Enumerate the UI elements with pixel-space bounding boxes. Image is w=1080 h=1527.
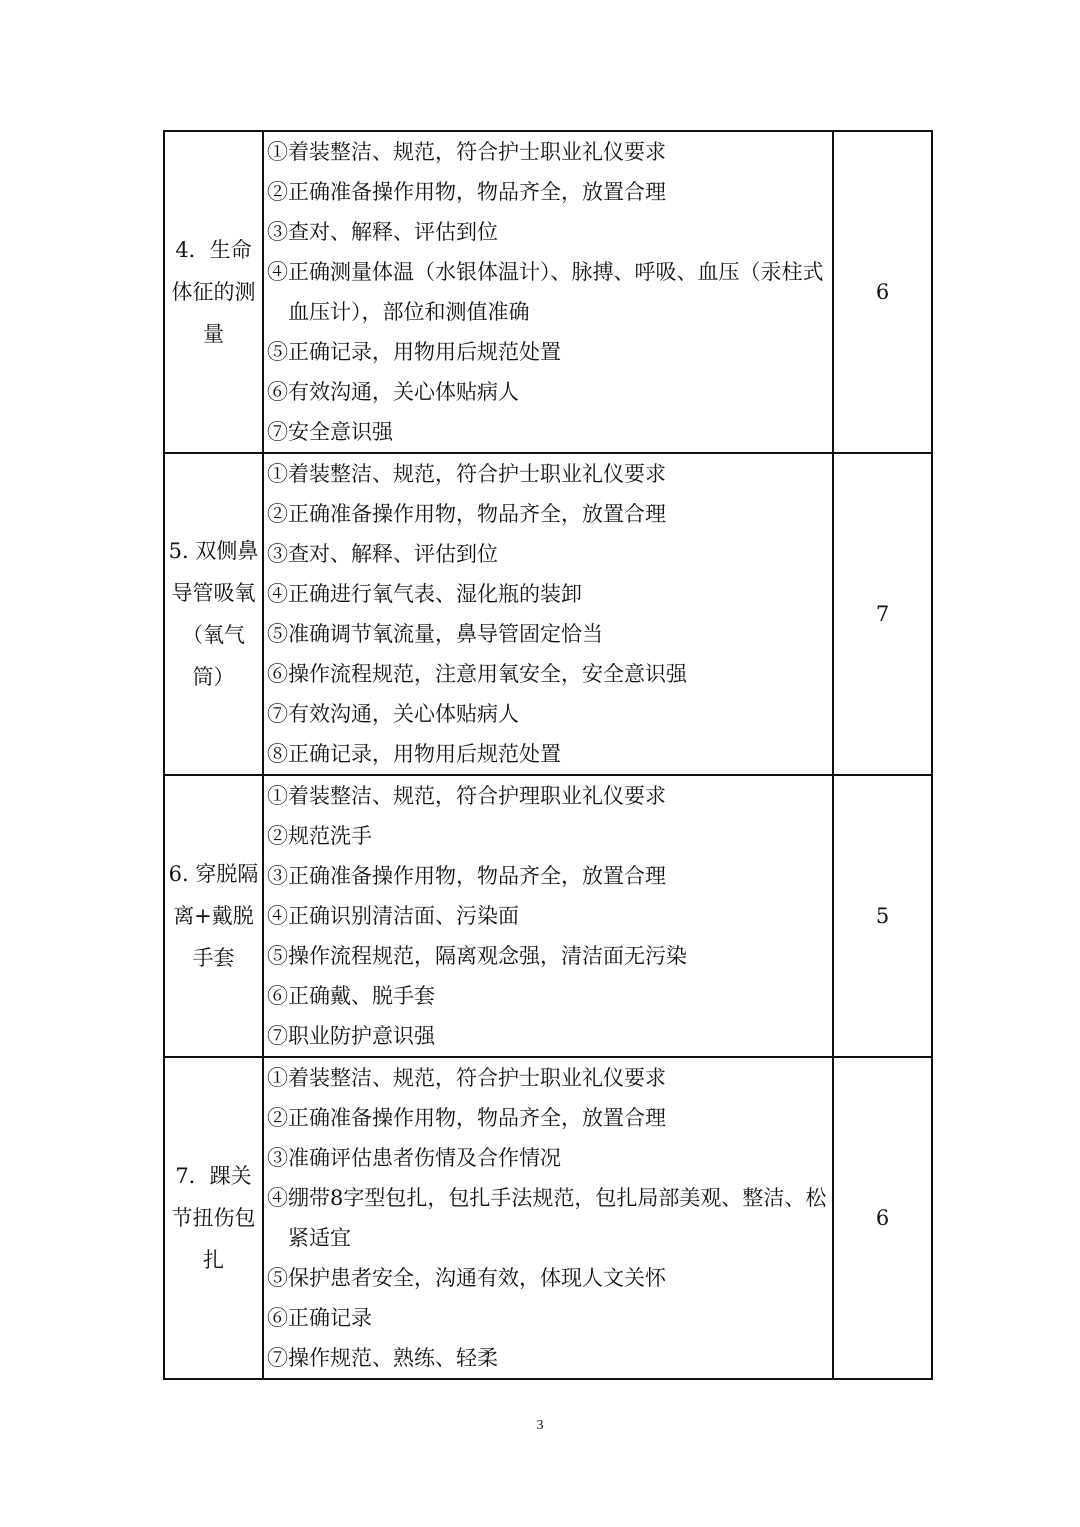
table-row [164,775,932,1057]
item-name: 6. 穿脱隔离+戴脱手套 [168,862,259,970]
requirements-cell [263,453,833,775]
requirement-item: ②正确准备操作用物，物品齐全，放置合理 [267,1106,666,1130]
requirement-item: ③准确评估患者伤情及合作情况 [267,1146,561,1170]
requirements-list [264,132,832,452]
item-name: 5. 双侧鼻导管吸氧（氧气筒） [168,539,259,689]
item-cell [164,1057,263,1379]
item-name: 4．生命体征的测量 [171,238,256,346]
requirement-item: ③查对、解释、评估到位 [267,542,498,566]
requirement-item: ⑥操作流程规范，注意用氧安全，安全意识强 [267,662,687,686]
table-row [164,453,932,775]
requirement-item: ④正确进行氧气表、湿化瓶的装卸 [267,582,582,606]
requirement-item: ⑥有效沟通，关心体贴病人 [267,380,519,404]
requirement-item: ③正确准备操作用物，物品齐全，放置合理 [267,864,666,888]
score-cell: 6 [833,1057,932,1379]
requirement-item: ①着装整洁、规范，符合护士职业礼仪要求 [267,462,666,486]
requirement-item: ④绷带8字型包扎，包扎手法规范，包扎局部美观、整洁、松紧适宜 [267,1186,827,1250]
requirement-item: ④正确识别清洁面、污染面 [267,904,519,928]
requirement-item: ⑥正确记录 [267,1306,372,1330]
scoring-table [163,130,933,1380]
requirement-item: ②正确准备操作用物，物品齐全，放置合理 [267,180,666,204]
table-row [164,1057,932,1379]
item-cell [164,131,263,453]
score-cell: 5 [833,775,932,1057]
item-cell [164,775,263,1057]
requirements-cell [263,775,833,1057]
requirement-item: ⑦有效沟通，关心体贴病人 [267,702,519,726]
requirement-item: ⑤操作流程规范，隔离观念强，清洁面无污染 [267,944,687,968]
page-number: 3 [536,1418,544,1433]
requirement-item: ①着装整洁、规范，符合护理职业礼仪要求 [267,784,666,808]
requirement-item: ⑦职业防护意识强 [267,1024,435,1048]
score-cell: 7 [833,453,932,775]
requirement-item: ②规范洗手 [267,824,372,848]
requirement-item: ⑦操作规范、熟练、轻柔 [267,1346,498,1370]
requirement-item: ④正确测量体温（水银体温计）、脉搏、呼吸、血压（汞柱式血压计），部位和测值准确 [267,260,824,324]
item-name: 7．踝关节扭伤包扎 [171,1164,256,1272]
score-cell: 6 [833,131,932,453]
requirement-item: ①着装整洁、规范，符合护士职业礼仪要求 [267,140,666,164]
item-cell [164,453,263,775]
requirement-item: ①着装整洁、规范，符合护士职业礼仪要求 [267,1066,666,1090]
requirement-item: ⑤准确调节氧流量，鼻导管固定恰当 [267,622,603,646]
requirements-list [264,1058,832,1378]
requirements-cell [263,1057,833,1379]
requirements-list [264,454,832,774]
requirements-cell [263,131,833,453]
table-row [164,131,932,453]
requirement-item: ⑤保护患者安全，沟通有效，体现人文关怀 [267,1266,666,1290]
requirements-list [264,776,832,1056]
requirement-item: ③查对、解释、评估到位 [267,220,498,244]
requirement-item: ⑤正确记录，用物用后规范处置 [267,340,561,364]
requirement-item: ②正确准备操作用物，物品齐全，放置合理 [267,502,666,526]
requirement-item: ⑧正确记录，用物用后规范处置 [267,742,561,766]
requirement-item: ⑥正确戴、脱手套 [267,984,435,1008]
requirement-item: ⑦安全意识强 [267,420,393,444]
